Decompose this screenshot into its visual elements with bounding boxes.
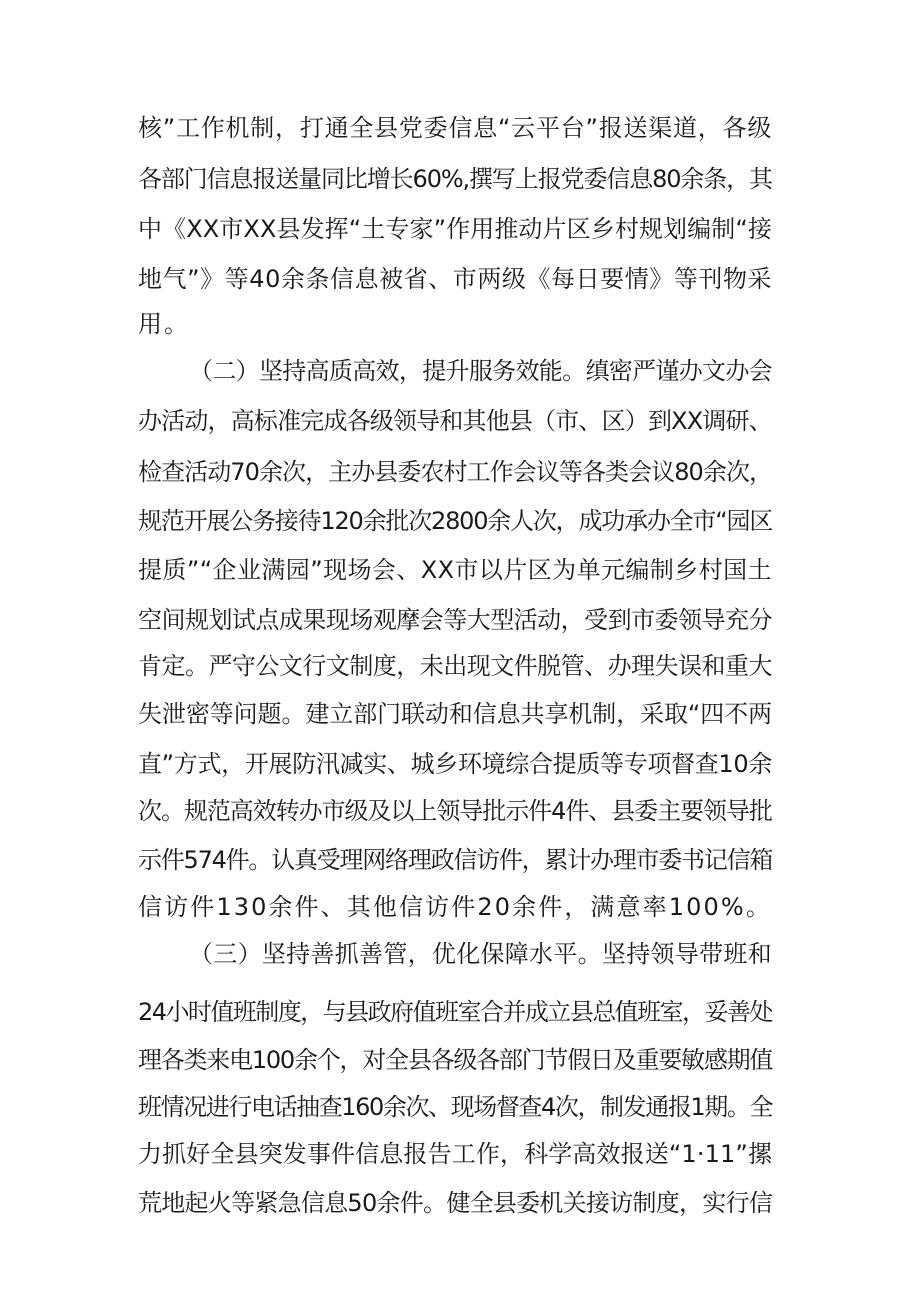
text-line <box>0 1134 920 1174</box>
text-line <box>0 646 920 686</box>
line-text: 用。 <box>138 310 190 338</box>
line-text: 空间规划试点成果现场观摩会等大型活动，受到市委领导充分 <box>138 606 772 634</box>
line-text: 规范开展公务接待120余批次2800余人次，成功承办全市“园区 <box>138 507 773 535</box>
line-text: 信访件130余件、其他信访件20余件，满意率100%。 <box>138 893 772 921</box>
line-text: 荒地起火等紧急信息50余件。健全县委机关接访制度，实行信 <box>138 1189 773 1217</box>
text-line <box>0 209 920 249</box>
line-text: （二）坚持高质高效，提升服务效能。缜密严谨办文办会 <box>189 357 772 385</box>
line-text: 中《XX市XX县发挥“土专家”作用推动片区乡村规划编制“接 <box>138 215 772 243</box>
text-line <box>0 550 920 590</box>
text-line <box>0 1087 920 1127</box>
line-text: 直”方式，开展防汛减实、城乡环境综合提质等专项督查10余 <box>138 750 773 778</box>
text-line <box>0 992 920 1032</box>
text-line <box>0 1040 920 1080</box>
line-text: （三）坚持善抓善管，优化保障水平。坚持领导带班和 <box>189 940 772 968</box>
text-line <box>0 694 920 734</box>
text-line <box>0 401 920 441</box>
text-line <box>0 791 920 831</box>
line-text: 次。规范高效转办市级及以上领导批示件4件、县委主要领导批 <box>138 797 772 825</box>
line-text: 示件574件。认真受理网络理政信访件，累计办理市委书记信箱 <box>138 846 773 874</box>
line-text: 核”工作机制，打通全县党委信息“云平台”报送渠道，各级 <box>138 114 773 142</box>
line-text: 检查活动70余次，主办县委农村工作会议等各类会议80余次， <box>138 458 773 486</box>
line-text: 24小时值班制度，与县政府值班室合并成立县总值班室，妥善处 <box>138 998 772 1026</box>
line-text: 办活动，高标准完成各级领导和其他县（市、区）到XX调研、 <box>138 407 772 435</box>
line-text: 地气”》等40余条信息被省、市两级《每日要情》等刊物采 <box>138 265 773 293</box>
text-line <box>0 501 920 541</box>
paragraph-heading-line <box>0 934 920 974</box>
text-line <box>0 108 920 148</box>
text-line <box>0 259 920 299</box>
text-line <box>0 744 920 784</box>
line-text: 各部门信息报送量同比增长60%,撰写上报党委信息80余条，其 <box>138 165 772 193</box>
text-line <box>0 600 920 640</box>
text-line <box>0 1183 920 1223</box>
text-line <box>0 452 920 492</box>
line-text: 肯定。严守公文行文制度，未出现文件脱管、办理失误和重大 <box>138 652 772 680</box>
line-text: 理各类来电100余个，对全县各级各部门节假日及重要敏感期值 <box>138 1046 773 1074</box>
line-text: 提质”“企业满园”现场会、XX市以片区为单元编制乡村国土 <box>138 556 772 584</box>
text-line <box>0 304 920 344</box>
line-text: 失泄密等问题。建立部门联动和信息共享机制，采取“四不两 <box>138 700 773 728</box>
paragraph-heading-line <box>0 351 920 391</box>
text-line <box>0 840 920 880</box>
text-line <box>0 159 920 199</box>
line-text: 班情况进行电话抽查160余次、现场督查4次，制发通报1期。全 <box>138 1093 773 1121</box>
line-text: 力抓好全县突发事件信息报告工作，科学高效报送“1·11”摞 <box>138 1140 773 1168</box>
text-line <box>0 887 920 927</box>
